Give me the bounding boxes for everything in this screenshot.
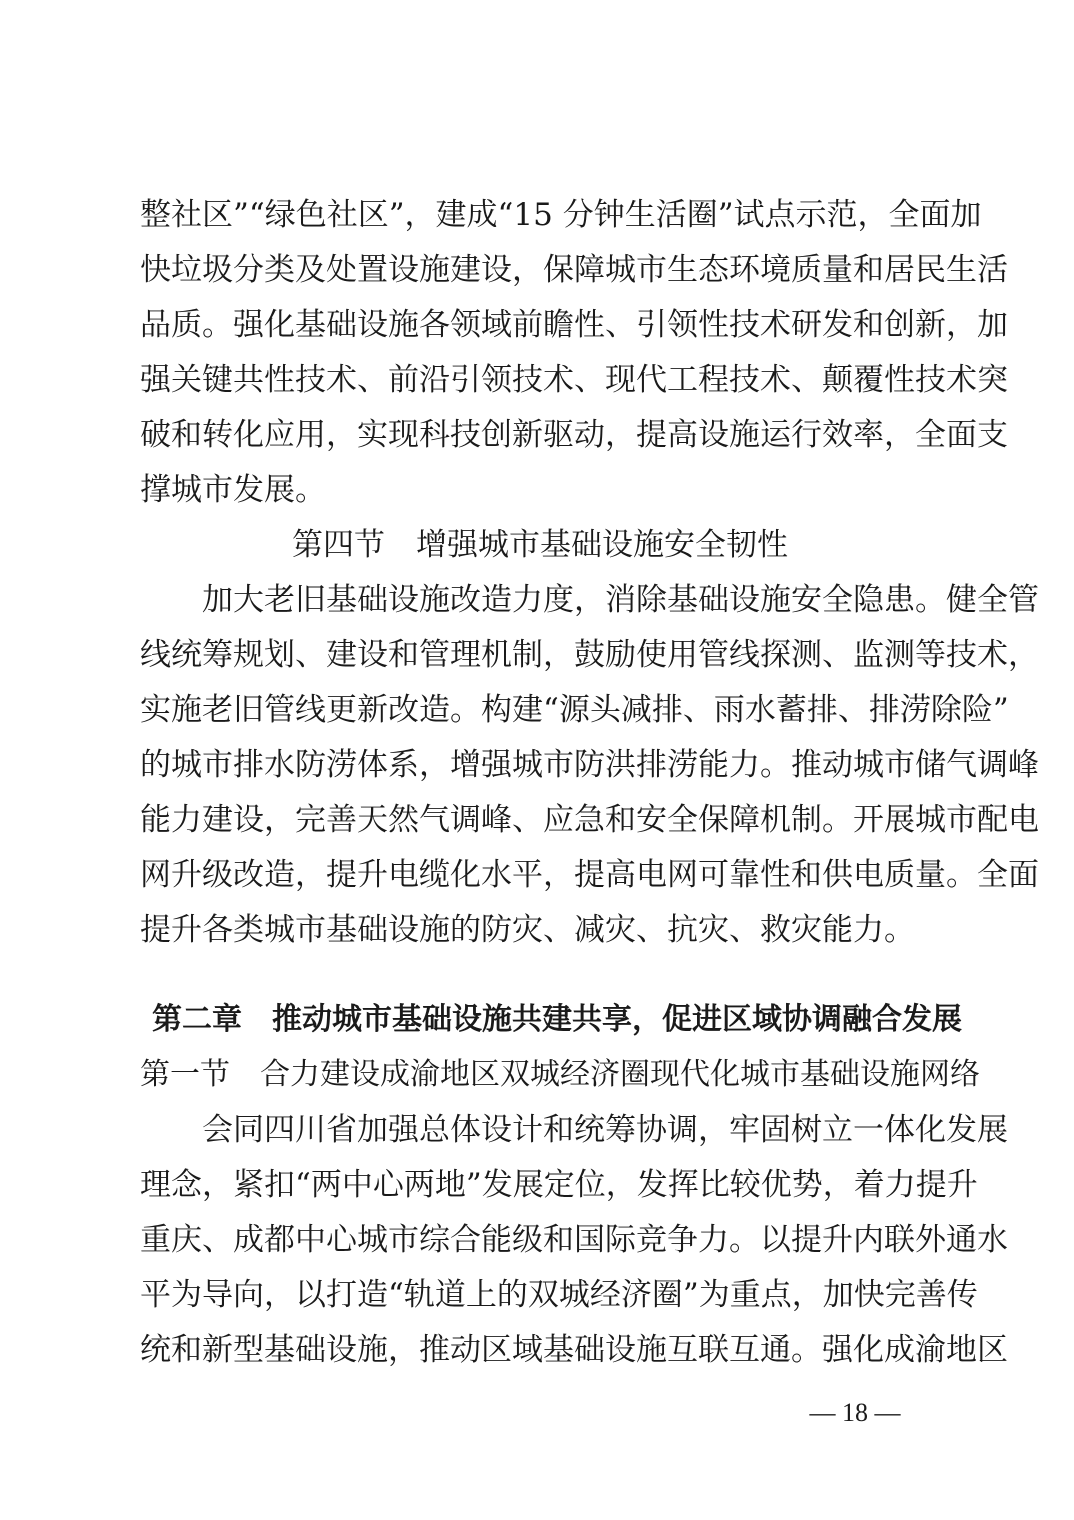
text-line: 提升各类城市基础设施的防灾、减灾、抗灾、救灾能力。 bbox=[140, 912, 915, 948]
text-line: 撑城市发展。 bbox=[140, 472, 326, 508]
text-line: 实施老旧管线更新改造。构建“源头减排、雨水蓄排、排涝除险” bbox=[140, 692, 1009, 728]
text-line: 能力建设，完善天然气调峰、应急和安全保障机制。开展城市配电 bbox=[140, 802, 1039, 838]
section-heading: 第一节 合力建设成渝地区双城经济圈现代化城市基础设施网络 bbox=[140, 1057, 980, 1092]
text-line: 破和转化应用，实现科技创新驱动，提高设施运行效率，全面支 bbox=[140, 417, 1008, 453]
text-line: 加大老旧基础设施改造力度，消除基础设施安全隐患。健全管 bbox=[202, 582, 1039, 618]
text-line: 重庆、成都中心城市综合能级和国际竞争力。以提升内联外通水 bbox=[140, 1222, 1008, 1258]
text-line: 网升级改造，提升电缆化水平，提高电网可靠性和供电质量。全面 bbox=[140, 857, 1039, 893]
text-line: 统和新型基础设施，推动区域基础设施互联互通。强化成渝地区 bbox=[140, 1332, 1008, 1368]
chapter-heading: 第二章 推动城市基础设施共建共享，促进区域协调融合发展 bbox=[152, 1002, 962, 1037]
text-line: 会同四川省加强总体设计和统筹协调，牢固树立一体化发展 bbox=[202, 1112, 1008, 1148]
section-heading: 第四节 增强城市基础设施安全韧性 bbox=[292, 527, 788, 563]
page-number: — 18 — bbox=[809, 1398, 901, 1427]
text-line: 整社区”“绿色社区”，建成“15 分钟生活圈”试点示范，全面加 bbox=[140, 197, 982, 233]
text-line: 线统筹规划、建设和管理机制，鼓励使用管线探测、监测等技术， bbox=[140, 637, 1039, 673]
text-line: 品质。强化基础设施各领域前瞻性、引领性技术研发和创新，加 bbox=[140, 307, 1008, 343]
text-line: 强关键共性技术、前沿引领技术、现代工程技术、颠覆性技术突 bbox=[140, 362, 1008, 398]
text-line: 的城市排水防涝体系，增强城市防洪排涝能力。推动城市储气调峰 bbox=[140, 747, 1039, 783]
text-line: 平为导向，以打造“轨道上的双城经济圈”为重点，加快完善传 bbox=[140, 1277, 978, 1313]
text-line: 理念，紧扣“两中心两地”发展定位，发挥比较优势，着力提升 bbox=[140, 1167, 978, 1203]
text-line: 快垃圾分类及处置设施建设，保障城市生态环境质量和居民生活 bbox=[140, 252, 1008, 288]
